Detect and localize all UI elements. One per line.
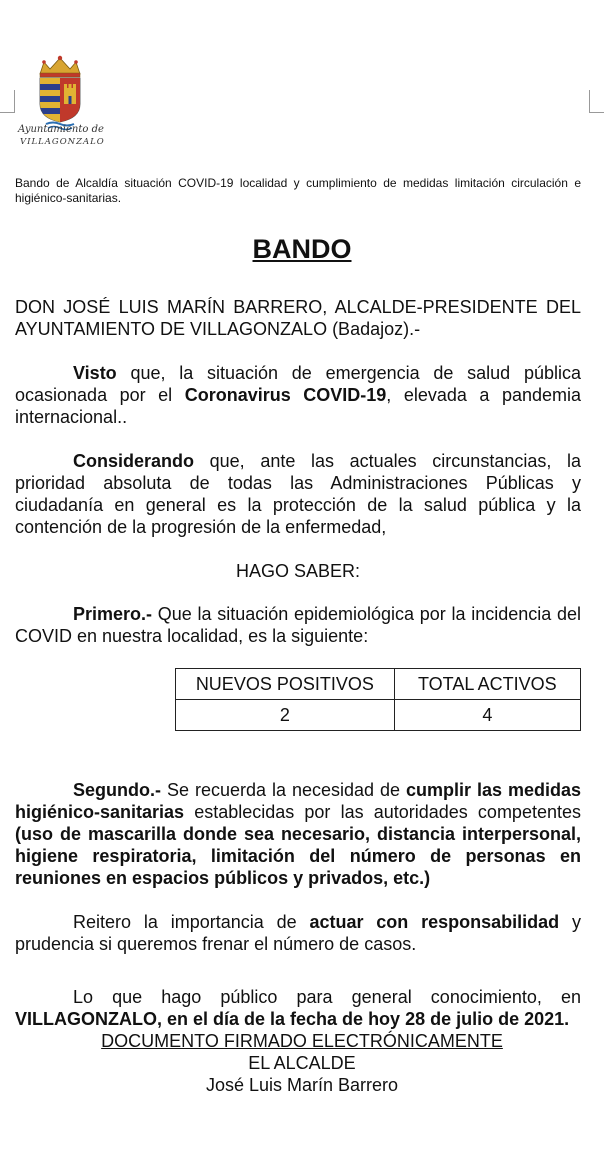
- primero-paragraph: [15, 603, 581, 647]
- segundo-lead: Segundo.-: [73, 780, 161, 800]
- segundo-bold-2: (uso de mascarilla donde sea necesario, distancia interpersonal, higiene respiratoria, limitación del número de personas en reuniones en espacios públicos y privados, etc.): [15, 824, 581, 888]
- crop-mark-left: [0, 90, 15, 113]
- document-title: BANDO: [252, 234, 352, 264]
- signature-role: EL ALCALDE: [248, 1053, 356, 1073]
- segundo-text-1: Se recuerda la necesidad de: [161, 780, 406, 800]
- segundo-text-2: establecidas por las autoridades competentes: [184, 802, 581, 822]
- table-header-row: [176, 669, 581, 700]
- reitero-text-2: y prudencia si queremos frenar el número de casos.: [15, 912, 582, 954]
- logo-caption-line1: Ayuntamiento de: [18, 124, 104, 135]
- visto-text-1: que, la situación de emergencia de salud pública ocasionada por el: [15, 363, 581, 405]
- reitero-bold-1: actuar con responsabilidad: [309, 912, 560, 932]
- signature-name: José Luis Marín Barrero: [205, 1075, 399, 1095]
- header-nuevos-positivos: NUEVOS POSITIVOS: [176, 669, 395, 700]
- primero-lead: Primero.-: [73, 604, 153, 624]
- segundo-bold-1: cumplir las medidas higiénico-sanitarias: [15, 780, 581, 822]
- header-total-activos: TOTAL ACTIVOS: [394, 669, 580, 700]
- crop-mark-right: [589, 90, 604, 113]
- visto-text-2: , elevada a pandemia internacional..: [15, 385, 581, 427]
- visto-lead: Visto: [73, 363, 117, 383]
- closing-bold: VILLAGONZALO, en el día de la fecha de hoy 28 de julio de 2021.: [15, 1009, 570, 1029]
- visto-bold-1: Coronavirus COVID-19: [184, 385, 387, 405]
- document-subject: Bando de Alcaldía situación COVID-19 localidad y cumplimiento de medidas limitación circulación e higiénico-sanitarias.: [15, 176, 581, 205]
- visto-paragraph: [15, 362, 581, 428]
- considerando-text: que, ante las actuales circunstancias, la prioridad absoluta de todas las Administraciones Públicas y ciudadanía en general es la protección de la salud pública y la contención de la progresión de la enfermedad,: [15, 451, 581, 537]
- logo-caption-line2: VILLAGONZALO: [20, 137, 105, 147]
- segundo-paragraph: [15, 779, 581, 889]
- issuer-paragraph: DON JOSÉ LUIS MARÍN BARRERO, ALCALDE-PRESIDENTE DEL AYUNTAMIENTO DE VILLAGONZALO (Badajoz).-: [15, 297, 581, 339]
- considerando-paragraph: [15, 450, 581, 538]
- reitero-text-1: Reitero la importancia de: [73, 912, 310, 932]
- value-nuevos-positivos: 2: [176, 700, 395, 731]
- covid-stats-table: [175, 668, 581, 731]
- considerando-lead: Considerando: [73, 451, 195, 471]
- primero-text: Que la situación epidemiológica por la incidencia del COVID en nuestra localidad, es la siguiente:: [15, 604, 581, 646]
- hago-saber-heading: HAGO SABER:: [235, 561, 361, 581]
- signature-electronic-note: DOCUMENTO FIRMADO ELECTRÓNICAMENTE: [101, 1031, 503, 1051]
- reitero-paragraph: [15, 911, 581, 955]
- closing-paragraph: [15, 986, 581, 1030]
- closing-text: Lo que hago público para general conocimiento, en: [73, 987, 581, 1007]
- value-total-activos: 4: [394, 700, 580, 731]
- table-row: [176, 700, 581, 731]
